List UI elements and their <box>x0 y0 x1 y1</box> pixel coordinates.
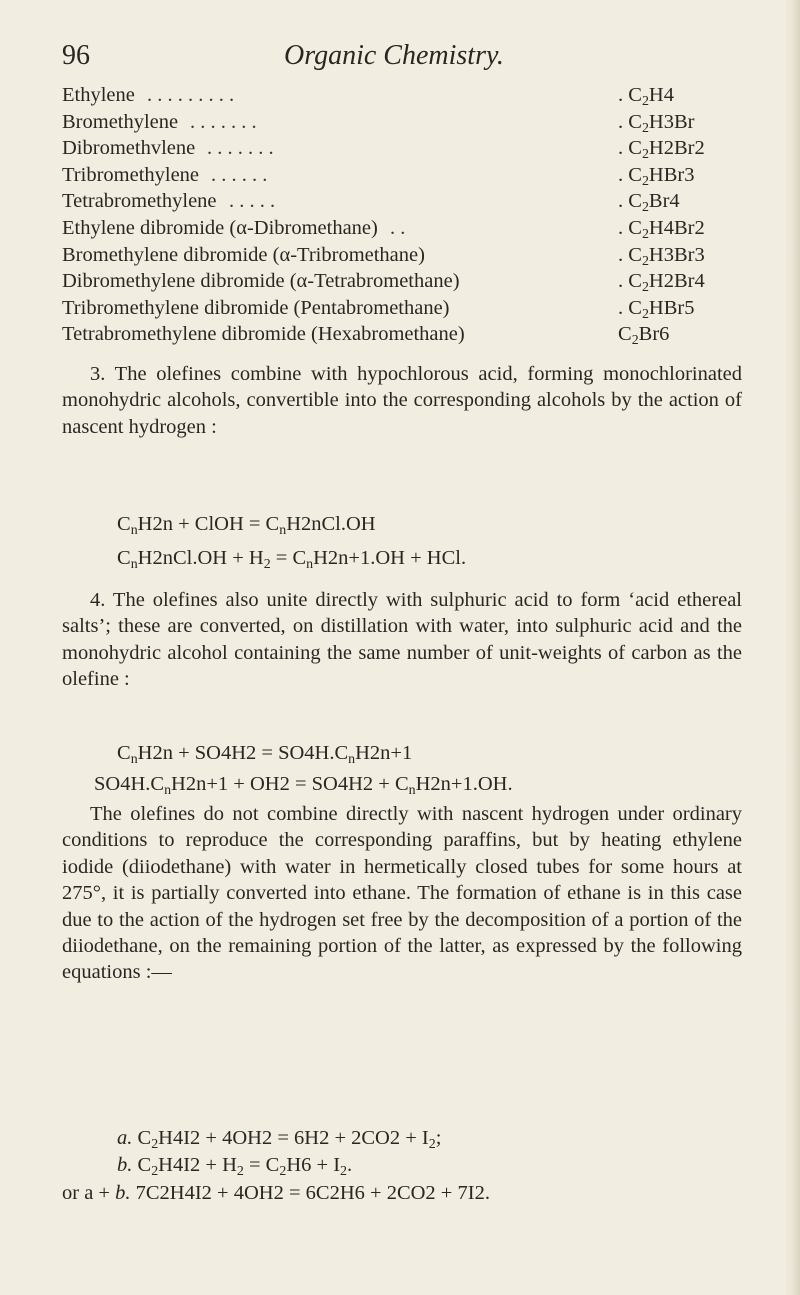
leader-dots: . . . . . . <box>211 163 268 186</box>
compound-formula: . $C_2HBr5$ <box>618 296 695 322</box>
equation-b: b. $C_2H4I2 + H_2 = C_2H6 + I_2$. <box>117 1154 353 1179</box>
compound-formula: . $C_2H3Br3$ <box>618 243 705 269</box>
table-row <box>62 268 752 295</box>
leader-dots: . . . . . <box>229 190 276 213</box>
paragraph-3 <box>62 361 742 440</box>
compound-name: Bromethylene <box>62 110 179 133</box>
leader-dots: . . . . . . . <box>190 110 257 133</box>
paragraph-3-text: 3. The olefines combine with hypochlorous acid, forming monochlorinated monohydric alcohols, convertible into the corresponding alcohols by the action of nascent hydrogen : <box>62 363 742 438</box>
table-row <box>62 242 752 269</box>
compound-name: Ethylene <box>62 84 135 106</box>
paragraph-5 <box>62 801 742 986</box>
equation-4a: $C_nH2n + SO4H2 = SO4H.C_nH2n+1$ <box>117 742 413 767</box>
table-row <box>62 135 752 162</box>
compound-name: Tetrabromethylene dibromide (Hexabromethane) <box>62 323 465 346</box>
compound-name: Ethylene dibromide (α-Dibromethane) <box>62 216 378 239</box>
page-edge-shadow <box>786 0 800 1295</box>
leader-dots: . . <box>390 216 406 239</box>
table-row <box>62 82 752 109</box>
compound-name: Bromethylene dibromide (α-Tribromethane) <box>62 243 425 266</box>
compound-formula: . $C_2H2Br2$ <box>618 137 705 163</box>
page-header <box>62 40 742 80</box>
compound-name: Tetrabromethylene <box>62 190 217 213</box>
compound-formula: $C_2Br6$ <box>618 323 670 349</box>
table-row <box>62 295 752 322</box>
compound-formula: . $C_2H2Br4$ <box>618 270 705 296</box>
equation-4b: $SO4H.C_nH2n+1 + OH2 = SO4H2 + C_nH2n+1.OH$. <box>94 773 513 798</box>
page-number: 96 <box>62 40 90 71</box>
compound-formula: . $C_2H4Br2$ <box>618 216 705 242</box>
table-row <box>62 109 752 136</box>
compound-name: Dibromethvlene <box>62 137 196 160</box>
compound-formula: . $C_2Br4$ <box>618 190 680 216</box>
table-row <box>62 321 752 348</box>
paragraph-5-text: The olefines do not combine directly with nascent hydrogen under ordinary conditions to reproduce the corresponding paraffins, but by heating ethylene iodide (diiodethane) with water in hermetically closed tubes for some hours at 275°, it is partially converted into ethane. The formation of ethane is in this case due to the action of the hydrogen set free by the decomposition of a portion of the diiodethane, on the remaining portion of the latter, as expressed by the following equations :— <box>62 803 742 984</box>
compound-name: Dibromethylene dibromide (α-Tetrabromethane) <box>62 270 460 293</box>
compound-formula: . $C_2HBr3$ <box>618 163 695 189</box>
paragraph-4 <box>62 587 742 693</box>
paragraph-4-text: 4. The olefines also unite directly with sulphuric acid to form ‘acid ethereal salts’; these are converted, on distillation with water, into sulphuric acid and the monohydric alcohol containing the same number of unit-weights of carbon as the olefine : <box>62 589 742 691</box>
table-row <box>62 162 752 189</box>
compound-name: Tribromethylene <box>62 163 200 186</box>
equation-3b: $C_nH2nCl.OH + H_2 = C_nH2n+1.OH$ + HCl. <box>117 547 467 572</box>
table-row <box>62 188 752 215</box>
equation-3a: $C_nH2n$ + ClOH = $C_nH2nCl.OH$ <box>117 513 376 538</box>
equation-a-plus-b: or a + b. 7C2H4I2 + 4OH2 = 6C2H6 + 2CO2 + 7I2. <box>62 1182 490 1204</box>
running-title: Organic Chemistry. <box>284 40 504 71</box>
compound-formula: . $C_2H4$ <box>618 84 674 109</box>
equation-a: a. $C_2H4I2 + 4OH2 = 6H2 + 2CO2 + I_2$; <box>117 1127 442 1152</box>
table-row <box>62 215 752 242</box>
compound-formula: . $C_2H3Br$ <box>618 110 695 136</box>
compound-name: Tribromethylene dibromide (Pentabromethane) <box>62 296 450 319</box>
leader-dots: . . . . . . . . . <box>147 84 235 106</box>
bromo-derivatives-table <box>62 82 752 348</box>
leader-dots: . . . . . . . <box>207 137 274 160</box>
